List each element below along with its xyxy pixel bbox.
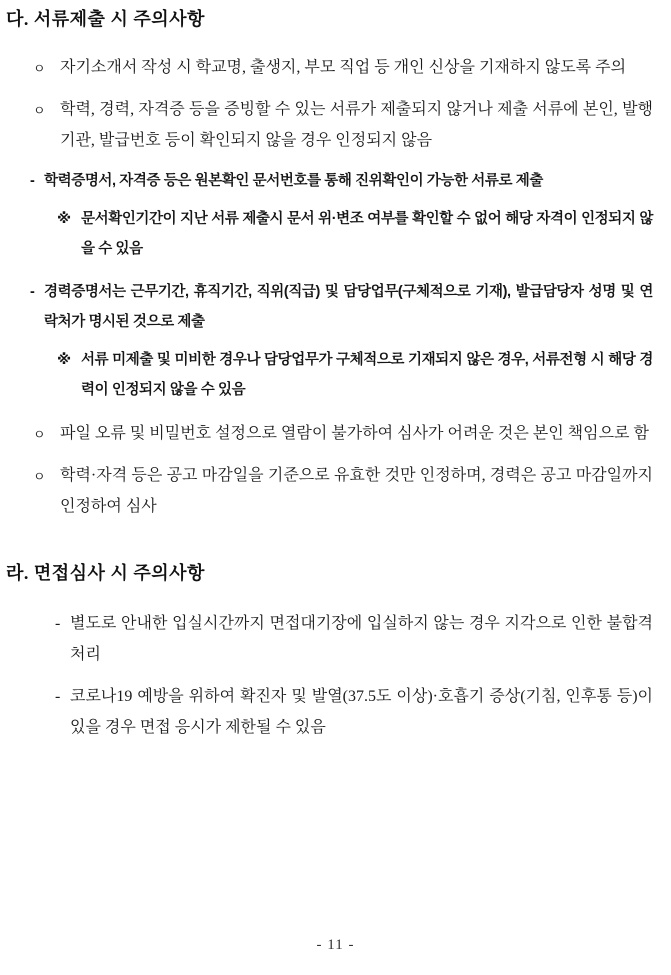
item-text: 자기소개서 작성 시 학교명, 출생지, 부모 직업 등 개인 신상을 기재하지 않도록 주의	[60, 59, 627, 76]
note-document-verification	[57, 204, 653, 264]
item-text: 문서확인기간이 지난 서류 제출시 문서 위·변조 여부를 확인할 수 없어 해당 자격이 인정되지 않을 수 있음	[81, 211, 653, 257]
list-item-proof-documents	[33, 94, 653, 156]
section-ra-heading: 라. 면접심사 시 주의사항	[6, 563, 205, 583]
page-footer	[0, 930, 671, 961]
circle-bullet: ㅇ	[33, 103, 46, 118]
item-text: 코로나19 예방을 위하여 확진자 및 발열(37.5도 이상)·호흡기 증상(기침, 인후통 등)이 있을 경우 면접 응시가 제한될 수 있음	[70, 688, 653, 736]
dash-bullet: -	[30, 173, 35, 189]
list-item-file-error	[33, 418, 653, 450]
item-text: 학력증명서, 자격증 등은 원본확인 문서번호를 통해 진위확인이 가능한 서류로 제출	[44, 173, 543, 189]
item-text: 파일 오류 및 비밀번호 설정으로 열람이 불가하여 심사가 어려운 것은 본인 책임으로 함	[60, 425, 649, 442]
item-text: 학력·자격 등은 공고 마감일을 기준으로 유효한 것만 인정하며, 경력은 공고 마감일까지 인정하여 심사	[60, 467, 653, 515]
sub-item-career-cert	[30, 277, 653, 337]
list-item-covid19	[55, 681, 653, 743]
reference-mark-icon: ※	[57, 352, 71, 368]
list-item-late-arrival	[55, 608, 653, 670]
item-text: 경력증명서는 근무기간, 휴직기간, 직위(직급) 및 담당업무(구체적으로 기재), 발급담당자 성명 및 연락처가 명시된 것으로 제출	[44, 284, 653, 330]
dash-bullet: -	[55, 688, 61, 705]
item-text: 서류 미제출 및 미비한 경우나 담당업무가 구체적으로 기재되지 않은 경우, 서류전형 시 해당 경력이 인정되지 않을 수 있음	[81, 352, 653, 398]
circle-bullet: ㅇ	[33, 469, 46, 484]
circle-bullet: ㅇ	[33, 61, 46, 76]
item-text: 별도로 안내한 입실시간까지 면접대기장에 입실하지 않는 경우 지각으로 인한 불합격 처리	[70, 615, 653, 663]
note-missing-documents	[57, 345, 653, 405]
item-text: 학력, 경력, 자격증 등을 증빙할 수 있는 서류가 제출되지 않거나 제출 서류에 본인, 발행기관, 발급번호 등이 확인되지 않을 경우 인정되지 않음	[60, 101, 653, 149]
list-item-deadline-validity	[33, 460, 653, 522]
dash-bullet: -	[30, 284, 35, 300]
section-da-heading: 다. 서류제출 시 주의사항	[6, 9, 205, 29]
sub-item-education-cert	[30, 166, 653, 196]
reference-mark-icon: ※	[57, 211, 71, 227]
dash-bullet: -	[55, 615, 61, 632]
circle-bullet: ㅇ	[33, 427, 46, 442]
list-item-self-intro	[33, 52, 653, 84]
page-number: - 11 -	[316, 937, 355, 953]
